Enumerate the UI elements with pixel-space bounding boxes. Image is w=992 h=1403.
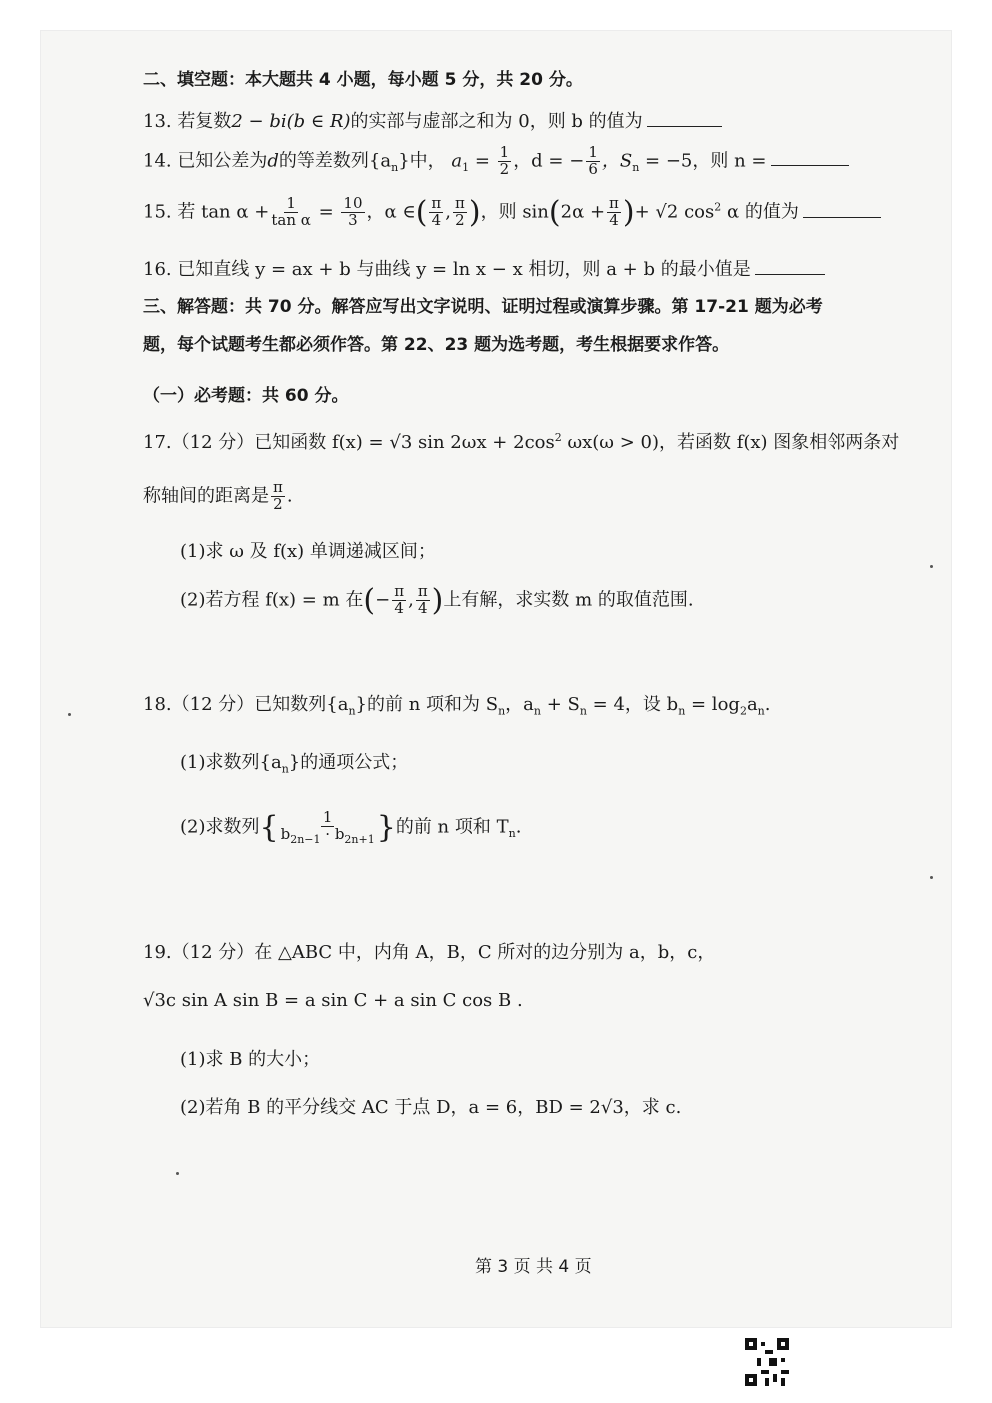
section3-header-line1: 三、解答题：共 70 分。解答应写出文字说明、证明过程或演算步骤。第 17-21 题为必考	[143, 297, 823, 317]
q15-sq: 2	[714, 200, 722, 214]
q17-paren-close: )	[431, 583, 444, 618]
q17-comma: ,	[408, 589, 414, 611]
q14-a1: a	[451, 150, 463, 172]
q18-part2	[180, 810, 521, 845]
q17-p2-frac-1	[392, 584, 406, 617]
q18-sub-log: 2	[739, 704, 747, 718]
q15-frac-4-den: 2	[455, 211, 465, 229]
q17-part2-b: 上有解，求实数 m 的取值范围.	[443, 589, 694, 611]
q13-text-b: 的实部与虚部之和为 0，则 b 的值为	[350, 111, 643, 132]
q14-s-sub: n	[632, 160, 640, 174]
q18-stem-c: ，a	[505, 694, 534, 715]
q14-seq: {a	[368, 150, 392, 172]
q18-brace-open: {	[259, 810, 279, 846]
q17-frac-num: π	[273, 478, 283, 496]
q18-frac-num: 1	[322, 808, 333, 826]
q16-answer-blank	[755, 273, 825, 275]
q15-frac-3-den: 4	[431, 211, 442, 229]
q18-part1-sub: n	[281, 762, 289, 776]
q18-den-b1: b	[280, 824, 291, 843]
q15-frac-3	[429, 196, 443, 229]
q18-sub-5: n	[678, 704, 686, 718]
q14-answer-blank	[771, 164, 849, 166]
question-13	[143, 107, 722, 133]
q17-p2-frac-2-den: 4	[417, 599, 428, 617]
q15-frac-2-num: 10	[343, 194, 363, 213]
q15-tail: + √2 cos	[634, 201, 715, 223]
q18-part1-a: (1)求数列{a	[180, 752, 282, 773]
q18-stem-b: }的前 n 项和为 S	[355, 694, 499, 715]
q13-text-a: 若复数	[177, 111, 232, 132]
q15-text-a: 若 tan α +	[177, 201, 270, 223]
q14-s-eq: = −5，则 n =	[639, 150, 767, 172]
q15-eq: =	[312, 201, 340, 223]
q17-p2-frac-1-den: 4	[394, 599, 404, 617]
q17-minus: −	[375, 589, 391, 611]
q18-stem-h: .	[764, 694, 771, 715]
q17-part1: (1)求 ω 及 f(x) 单调递减区间；	[180, 541, 436, 562]
q13-answer-blank	[647, 125, 722, 127]
q18-stem-g: a	[746, 694, 758, 715]
q14-s: ，S	[601, 150, 633, 172]
page-footer: 第 3 页 共 4 页	[475, 1257, 592, 1277]
q15-frac-5-num: π	[609, 194, 619, 213]
q14-frac-1-num: 1	[499, 143, 510, 161]
q18-part2-sub: n	[508, 827, 516, 841]
q18-den-sub1: 2n−1	[290, 832, 321, 846]
question-17-stem-cont	[143, 480, 293, 513]
q14-a1-sub: 1	[462, 160, 470, 174]
q15-paren2-open: (	[548, 195, 561, 230]
q17-stem-b: ωx(ω > 0)，若函数 f(x) 图象相邻两条对	[561, 432, 900, 453]
q17-sq: 2	[554, 431, 562, 444]
q17-frac	[271, 480, 285, 513]
q15-answer-blank	[803, 216, 881, 218]
q16-text: 已知直线 y = ax + b 与曲线 y = ln x − x 相切，则 a + b 的最小值是	[177, 259, 751, 280]
section2-header: 二、填空题：本大题共 4 小题，每小题 5 分，共 20 分。	[143, 70, 583, 90]
section3-subheader: （一）必考题：共 60 分。	[143, 386, 349, 406]
q18-part2-b: 的前 n 项和 T	[395, 816, 509, 838]
q18-frac	[281, 810, 375, 845]
q14-text-a: 已知公差为	[177, 150, 268, 172]
q17-frac-den: 2	[273, 494, 283, 513]
section3-header-line2: 题，每个试题考生都必须作答。第 22、23 题为选考题，考生根据要求作答。	[143, 335, 730, 355]
q16-number: 16.	[143, 259, 172, 280]
q18-den-sub2: 2n+1	[344, 832, 375, 846]
q19-part2: (2)若角 B 的平分线交 AC 于点 D，a = 6，BD = 2√3，求 c.	[180, 1097, 682, 1118]
q18-brace-close: }	[376, 810, 396, 846]
q15-inner: 2α +	[560, 201, 606, 223]
question-14	[143, 145, 849, 178]
q15-then: ，则 sin	[480, 201, 549, 223]
q18-sub-6: n	[757, 704, 765, 718]
q14-frac-1	[498, 145, 512, 178]
q18-sub-4: n	[579, 704, 587, 718]
q15-frac-2-den: 3	[348, 211, 358, 229]
q14-frac-2	[586, 145, 600, 178]
q19-part1: (1)求 B 的大小；	[180, 1049, 321, 1070]
q18-part1-b: }的通项公式；	[288, 752, 409, 773]
q13-number: 13.	[143, 111, 172, 132]
q18-stem-d: + S	[541, 694, 580, 715]
q18-part2-a: (2)求数列	[180, 816, 260, 838]
question-15	[143, 195, 881, 230]
q15-frac-1-num: 1	[286, 194, 296, 213]
qr-code-icon	[745, 1338, 789, 1386]
question-19-stem: 19.（12 分）在 △ABC 中，内角 A，B，C 所对的边分别为 a，b，c，	[143, 942, 716, 963]
q15-frac-1-den: tan α	[271, 211, 311, 229]
q14-seq-sub: n	[391, 160, 399, 174]
q17-stem-c: 称轴间的距离是	[143, 485, 269, 507]
q17-p2-frac-2-num: π	[417, 582, 428, 601]
q15-in: ，α ∈	[366, 201, 416, 223]
q14-number: 14.	[143, 150, 172, 172]
q18-part1	[180, 748, 408, 776]
scan-speck	[176, 1172, 179, 1175]
q14-d: d	[267, 150, 279, 172]
q14-text-c: 中，	[409, 150, 446, 172]
scan-speck	[68, 713, 71, 716]
question-18-stem	[143, 690, 771, 718]
q15-frac-3-num: π	[431, 194, 442, 213]
q14-text-b: 的等差数列	[278, 150, 369, 172]
scan-speck	[930, 565, 933, 568]
q13-expr: 2 − bi(b ∈ R)	[231, 111, 351, 132]
q15-frac-2	[341, 196, 364, 229]
q15-frac-5	[607, 196, 621, 229]
q15-frac-1	[271, 196, 311, 229]
q18-part2-c: .	[515, 816, 522, 838]
q15-frac-4-num: π	[455, 194, 465, 213]
q15-frac-5-den: 4	[609, 211, 619, 229]
q18-frac-den	[280, 824, 375, 846]
q17-paren-open: (	[363, 583, 376, 618]
q18-stem-a: 18.（12 分）已知数列{a	[143, 694, 349, 715]
q15-paren-close: )	[468, 195, 481, 230]
q17-part2-a: (2)若方程 f(x) = m 在	[180, 589, 364, 611]
q15-frac-4	[453, 196, 467, 229]
scan-speck	[930, 876, 933, 879]
q15-paren2-close: )	[622, 195, 635, 230]
q14-a1-eq: =	[469, 150, 496, 172]
q18-sub-1: n	[348, 704, 356, 718]
q17-part2	[180, 583, 694, 618]
question-17-stem	[143, 428, 899, 454]
q17-p2-frac-1-num: π	[394, 582, 405, 601]
q14-d-eq: ，d = −	[513, 150, 585, 172]
q14-frac-2-den: 6	[588, 159, 598, 178]
q17-stem-d: .	[286, 485, 293, 507]
q18-den-b2: · b	[320, 824, 345, 843]
q18-sub-3: n	[533, 704, 541, 718]
q14-frac-1-den: 2	[499, 159, 510, 178]
q15-comma: ,	[445, 201, 452, 223]
q18-stem-f: = log	[685, 694, 740, 715]
q17-p2-frac-2	[416, 584, 430, 617]
question-16	[143, 255, 825, 281]
q18-sub-2: n	[498, 704, 506, 718]
q15-paren-open: (	[415, 195, 428, 230]
q15-number: 15.	[143, 201, 172, 223]
q17-stem-a: 17.（12 分）已知函数 f(x) = √3 sin 2ωx + 2cos	[143, 432, 555, 453]
q14-frac-2-num: 1	[588, 143, 598, 161]
question-19-equation: √3c sin A sin B = a sin C + a sin C cos B .	[143, 990, 523, 1011]
q15-tail2: α 的值为	[721, 201, 799, 223]
q18-stem-e: = 4，设 b	[586, 694, 679, 715]
q14-seq-end: }	[398, 150, 410, 172]
